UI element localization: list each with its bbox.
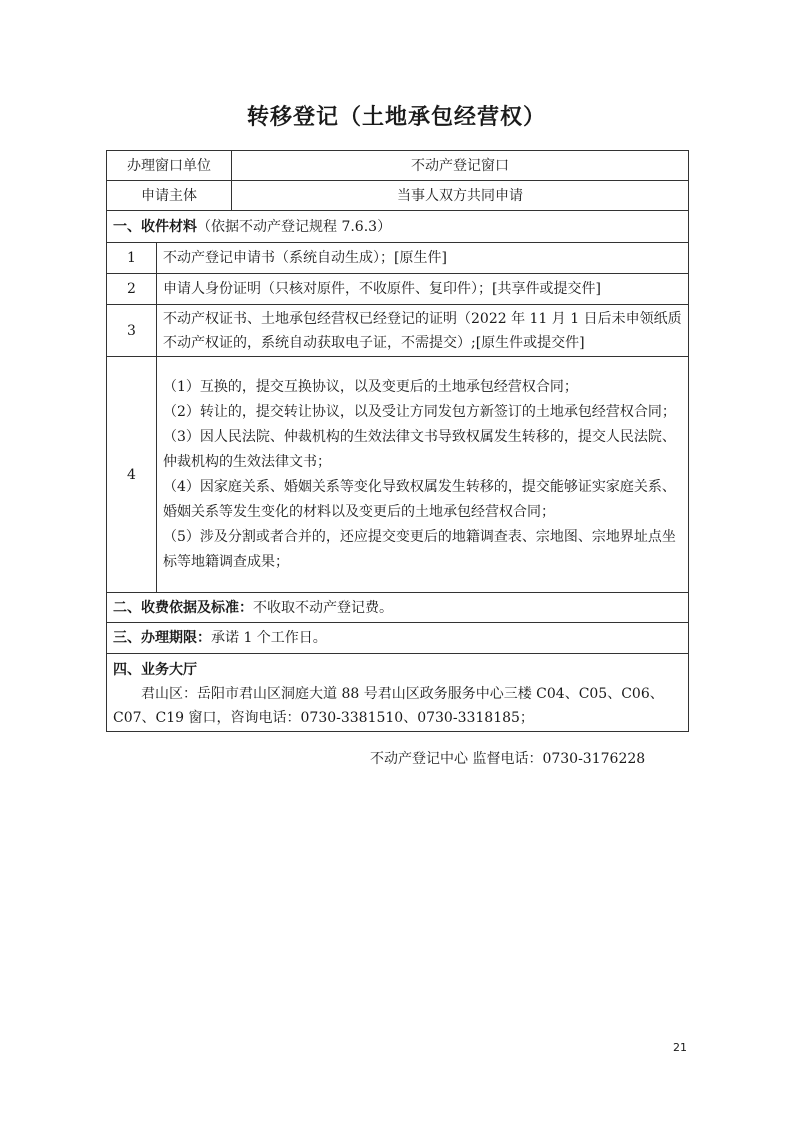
footer-contact: 不动产登记中心 监督电话：0730-3176228 xyxy=(370,751,646,767)
row-label: 办理窗口单位 xyxy=(107,151,232,181)
section-text: 不收取不动产登记费。 xyxy=(253,599,393,616)
section-row xyxy=(107,593,689,623)
section-row xyxy=(107,654,689,732)
hall-section xyxy=(107,654,689,732)
section-heading: 二、收费依据及标准： xyxy=(113,599,253,616)
fees-section xyxy=(107,593,689,623)
item-paragraph: （2）转让的，提交转让协议，以及受让方同发包方新签订的土地承包经营权合同； xyxy=(163,403,676,420)
page-title: 转移登记（土地承包经营权） xyxy=(246,105,546,130)
row-value: 不动产登记窗口 xyxy=(232,151,689,181)
section-row xyxy=(107,211,689,243)
section-heading: 四、业务大厅 xyxy=(113,662,197,678)
page-number: 21 xyxy=(673,1041,687,1054)
item-paragraph: （4）因家庭关系、婚姻关系等变化导致权属发生转移的，提交能够证实家庭关系、婚姻关系等发生变化的材料以及变更后的土地承包经营权合同； xyxy=(163,478,676,520)
procedure-table xyxy=(106,150,689,732)
item-number: 1 xyxy=(107,243,157,274)
row-value: 当事人双方共同申请 xyxy=(232,181,689,211)
item-paragraph: （1）互换的，提交互换协议，以及变更后的土地承包经营权合同； xyxy=(163,378,578,395)
item-number: 2 xyxy=(107,274,157,305)
item-text-list xyxy=(157,357,689,593)
item-text: 申请人身份证明（只核对原件，不收原件、复印件）；[共享件或提交件] xyxy=(157,274,689,305)
item-text: 不动产登记申请书（系统自动生成）；[原生件] xyxy=(157,243,689,274)
section-row xyxy=(107,623,689,654)
item-text: 不动产权证书、土地承包经营权已经登记的证明（2022 年 11 月 1 日后未申领纸质不动产权证的，系统自动获取电子证，不需提交）;[原生件或提交件] xyxy=(157,305,689,357)
table-row xyxy=(107,181,689,211)
hall-address: 君山区：岳阳市君山区洞庭大道 88 号君山区政务服务中心三楼 C04、C05、C06、C07、C19 窗口，咨询电话：0730-3381510、0730-3318185； xyxy=(113,686,664,726)
table-row xyxy=(107,274,689,305)
table-row xyxy=(107,357,689,593)
section-heading: 三、办理期限： xyxy=(113,630,211,646)
section-heading: 一、收件材料 xyxy=(113,218,197,235)
table-row xyxy=(107,305,689,357)
table-row xyxy=(107,243,689,274)
period-section xyxy=(107,623,689,654)
item-number: 3 xyxy=(107,305,157,357)
materials-section xyxy=(107,211,689,243)
item-paragraph: （5）涉及分割或者合并的，还应提交变更后的地籍调查表、宗地图、宗地界址点坐标等地籍调查成果； xyxy=(163,528,676,570)
row-label: 申请主体 xyxy=(107,181,232,211)
section-text: 承诺 1 个工作日。 xyxy=(211,630,327,646)
item-number: 4 xyxy=(107,357,157,593)
section-basis: （依据不动产登记规程 7.6.3） xyxy=(197,218,392,235)
table-row xyxy=(107,151,689,181)
item-paragraph: （3）因人民法院、仲裁机构的生效法律文书导致权属发生转移的，提交人民法院、仲裁机构的生效法律文书； xyxy=(163,428,676,470)
